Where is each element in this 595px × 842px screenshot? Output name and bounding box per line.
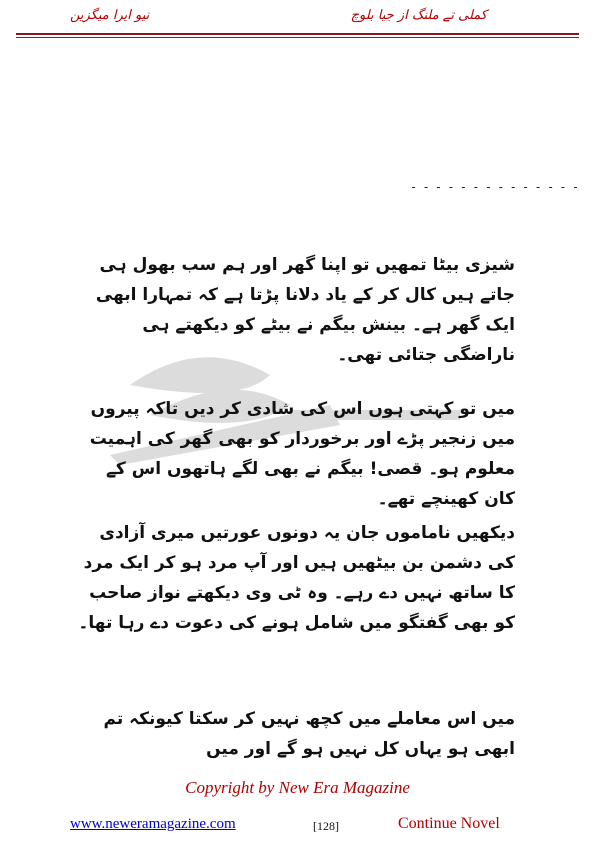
paragraph-1: شیزی بیٹا تمھیں تو اپنا گھر اور ہم سب بھول ہی جاتے ہیں کال کر کے یاد دلانا پڑتا ہے کہ تمہارا ابھی ایک گھر ہے۔ بینش بیگم نے بیٹے کو دیکھتے ہی ناراضگی جتائی تھی۔ xyxy=(95,255,515,365)
continue-novel-link[interactable]: Continue Novel xyxy=(398,815,500,832)
header-rule-thick xyxy=(16,33,579,35)
paragraph-4: میں اس معاملے میں کچھ نہیں کر سکتا کیونکہ تم ابھی ہو یہاں کل نہیں ہو گے اور میں xyxy=(103,709,515,759)
paragraph-2: میں تو کہتی ہوں اس کی شادی کر دیں تاکہ پیروں میں زنجیر پڑے اور برخوردار کو بھی گھر کی اہمیت معلوم ہو۔ قصی! بیگم نے بھی لگے ہاتھوں اس کے کان کھینچے تھے۔ xyxy=(89,399,515,509)
page-number: [128] xyxy=(313,819,339,833)
magazine-name: نیو ایرا میگزین xyxy=(70,8,150,23)
header-rule-thin xyxy=(16,37,579,38)
section-separator: - - - - - - - - - - - - - - xyxy=(410,180,579,194)
copyright-notice: Copyright by New Era Magazine xyxy=(185,778,410,797)
paragraph-3: دیکھیں ناماموں جان یہ دونوں عورتیں میری آزادی کی دشمن بن بیٹھیں ہیں اور آپ مرد ہو کر ایک مرد کا ساتھ نہیں دے رہے۔ وہ ٹی وی دیکھتے نواز صاحب کو بھی گفتگو میں شامل ہونے کی دعوت دے رہا تھا۔ xyxy=(78,523,515,633)
website-link[interactable]: www.neweramagazine.com xyxy=(70,816,236,832)
novel-title: کملی تے ملنگ از جیا بلوچ xyxy=(350,8,487,23)
